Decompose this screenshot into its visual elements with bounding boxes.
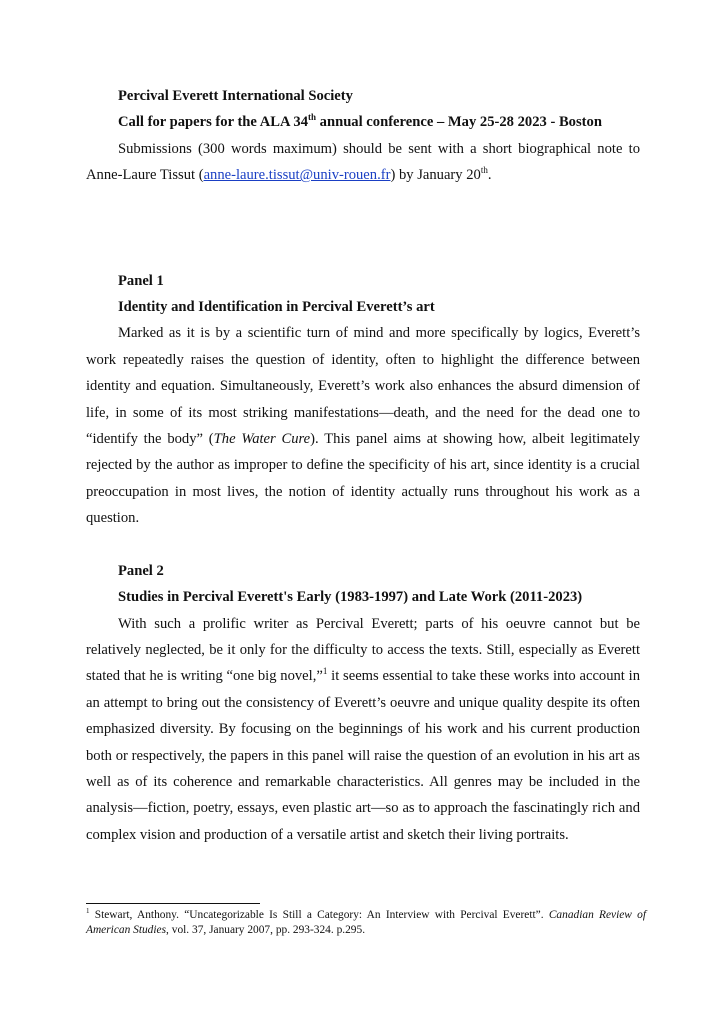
call-for-papers-title: Call for papers for the ALA 34th annual conference – May 25-28 2023 - Boston	[118, 112, 602, 131]
contact-email-link[interactable]: anne-laure.tissut@univ-rouen.fr	[203, 167, 391, 184]
panel-label: Panel 1	[118, 272, 164, 289]
submission-instructions: Submissions (300 words maximum) should be sent with a short biographical note to Anne-Laure Tissut (anne-laure.tissut@univ-rouen.fr) by January 20th.	[86, 140, 640, 184]
panel-description: Marked as it is by a scientific turn of mind and more specifically by logics, Everett’s work repeatedly raises the question of identity, often to highlight the difference between identity and equation. Simultaneously, Everett’s work also enhances the absurd dimension of life, in some of its most striking manifestations—death, and the need for the dead one to “identify the body” (The Water Cure). This panel aims at showing how, albeit legitimately rejected by the author as improper to define the specificity of his art, since identity is a crucial preoccupation in most lives, the notion of identity actually runs throughout his work as a question.	[86, 325, 640, 527]
journal-title: Canadian Review of American Studies	[86, 909, 646, 936]
panel-description: With such a prolific writer as Percival Everett; parts of his oeuvre cannot but be relatively neglected, be it only for the difficulty to access the texts. Still, especially as Everett stated that he is writing “one big novel,”$^1$ it seems essential to take these works into account in an attempt to bring out the consistency of Everett’s oeuvre and unique quality despite its often emphasized diversity. By focusing on the beginnings of his work and his current production both or respectively, the papers in this panel will raise the question of an evolution in his art as well as of its coherence and remarkable characteristics. All genres may be included in the analysis—fiction, poetry, essays, even plastic art—so as to approach the fascinatingly rich and complex vision and production of a versatile artist and sketch their living portraits.	[86, 615, 641, 843]
society-title: Percival Everett International Society	[118, 88, 353, 104]
footnote-reference[interactable]: 1	[322, 666, 328, 677]
panel-label: Panel 2	[118, 562, 164, 579]
panel-2-section	[86, 558, 640, 848]
panel-1-section	[86, 268, 640, 532]
panel-title: Studies in Percival Everett's Early (1983-1997) and Late Work (2011-2023)	[118, 589, 583, 606]
document-page	[86, 83, 640, 848]
book-title: The Water Cure	[213, 431, 311, 448]
panel-title: Identity and Identification in Percival Everett’s art	[118, 299, 435, 316]
footnote: $^1$ Stewart, Anthony. “Uncategorizable Is Still a Category: An Interview with Percival Everett”. Canadian Review of American Studies, vol. 37, January 2007, pp. 293-324. p.295.	[86, 907, 646, 936]
footnote-separator	[86, 903, 260, 904]
